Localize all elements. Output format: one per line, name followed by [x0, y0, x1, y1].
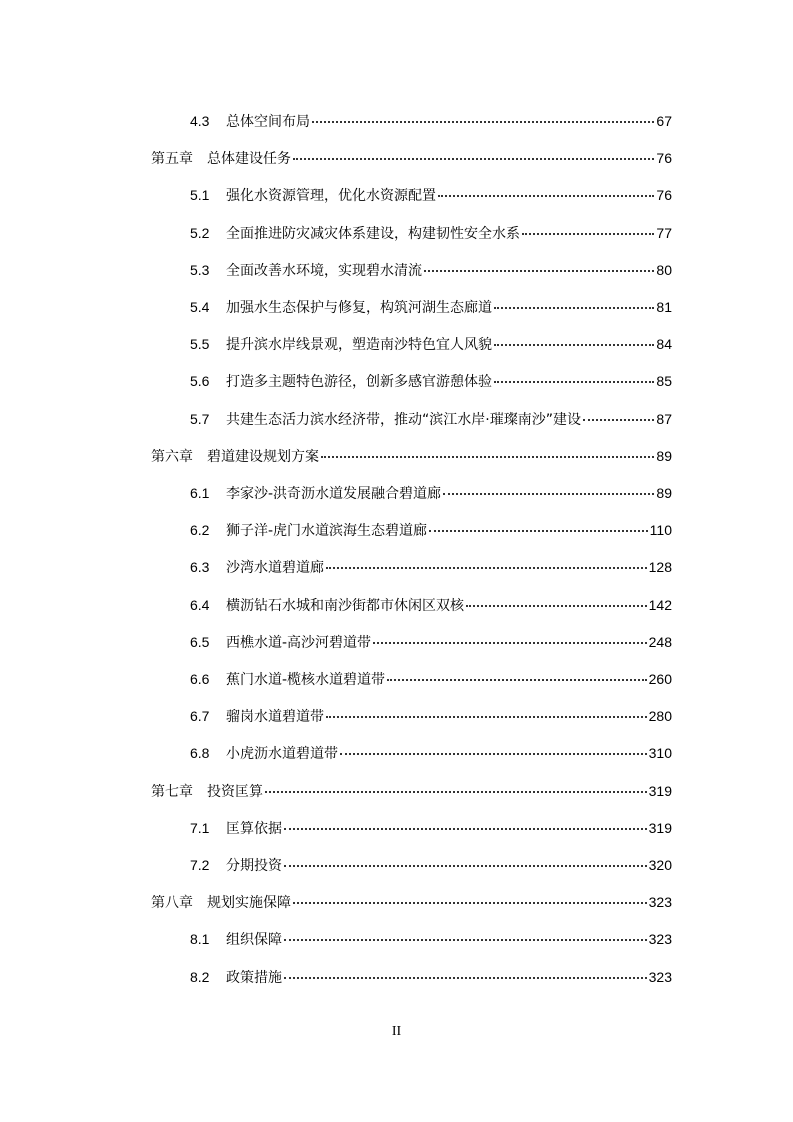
- toc-dot-leader: [424, 270, 654, 272]
- toc-dot-leader: [321, 456, 654, 458]
- toc-entry-page: 89: [656, 485, 672, 501]
- toc-dot-leader: [429, 530, 648, 532]
- toc-entry-page: 89: [656, 447, 672, 464]
- toc-entry-title: 加强水生态保护与修复，构筑河湖生态廊道: [226, 300, 492, 316]
- toc-chapter-entry[interactable]: [151, 446, 672, 467]
- toc-entry-page: 319: [648, 819, 672, 836]
- toc-entry-title: 共建生态活力滨水经济带，推动“滨江水岸·璀璨南沙”建设: [226, 411, 581, 428]
- toc-dot-leader: [293, 902, 647, 904]
- toc-entry-number: 第五章: [151, 151, 193, 168]
- toc-dot-leader: [340, 753, 647, 755]
- toc-entry-title: 强化水资源管理，优化水资源配置: [226, 188, 436, 205]
- toc-section-entry[interactable]: [190, 967, 672, 988]
- toc-dot-leader: [293, 158, 654, 160]
- toc-entry-page: 323: [648, 968, 672, 985]
- toc-entry-title: 西樵水道-高沙河碧道带: [226, 634, 372, 651]
- toc-entry-number: 5.7: [190, 410, 210, 427]
- toc-entry-title: 提升滨水岸线景观，塑造南沙特色宜人风貌: [226, 337, 492, 354]
- toc-entry-title: 总体空间布局: [226, 114, 310, 130]
- toc-entry-number: 6.3: [190, 559, 210, 576]
- toc-dot-leader: [326, 567, 647, 569]
- toc-entry-number: 第六章: [151, 448, 193, 465]
- toc-entry-number: 5.3: [190, 261, 210, 278]
- toc-entry-page: 85: [656, 373, 672, 390]
- toc-entry-number: 6.1: [190, 485, 210, 501]
- toc-section-entry[interactable]: [190, 557, 672, 578]
- toc-dot-leader: [312, 121, 654, 123]
- toc-section-entry[interactable]: [190, 223, 672, 244]
- toc-entry-page: 142: [648, 596, 672, 613]
- toc-section-entry[interactable]: [190, 595, 672, 616]
- toc-entry-number: 7.1: [190, 819, 210, 836]
- toc-entry-title: 组织保障: [226, 932, 282, 949]
- toc-entry-page: 87: [656, 410, 672, 427]
- toc-entry-page: 323: [648, 894, 672, 911]
- toc-dot-leader: [443, 493, 654, 495]
- toc-entry-title: 打造多主题特色游径，创新多感官游憩体验: [226, 374, 492, 391]
- toc-entry-title: 总体建设任务: [207, 151, 291, 168]
- toc-entry-title: 蕉门水道-榄核水道碧道带: [226, 672, 386, 688]
- toc-entry-page: 67: [656, 113, 672, 129]
- toc-entry-page: 128: [648, 559, 672, 576]
- toc-section-entry[interactable]: [190, 929, 672, 950]
- toc-entry-page: 76: [656, 187, 672, 204]
- toc-chapter-entry[interactable]: [151, 781, 672, 802]
- toc-entry-page: 280: [648, 708, 672, 725]
- toc-entry-number: 6.7: [190, 708, 210, 725]
- toc-entry-page: 77: [656, 224, 672, 241]
- toc-dot-leader: [284, 828, 647, 830]
- toc-entry-number: 6.5: [190, 633, 210, 650]
- toc-entry-title: 骝岗水道碧道带: [226, 709, 324, 726]
- toc-section-entry[interactable]: [190, 669, 672, 690]
- toc-entry-title: 政策措施: [226, 969, 282, 986]
- toc-entry-page: 110: [649, 522, 672, 539]
- toc-entry-number: 8.1: [190, 931, 210, 948]
- toc-entry-number: 第八章: [151, 895, 193, 912]
- toc-entry-page: 319: [648, 782, 672, 799]
- toc-entry-page: 76: [656, 150, 672, 167]
- toc-entry-page: 310: [648, 745, 672, 762]
- toc-entry-page: 248: [648, 633, 672, 650]
- toc-entry-title: 分期投资: [226, 858, 282, 874]
- toc-entry-title: 碧道建设规划方案: [207, 448, 319, 465]
- toc-entry-page: 260: [648, 671, 672, 687]
- toc-entry-number: 5.6: [190, 373, 210, 390]
- toc-entry-number: 5.2: [190, 224, 210, 241]
- toc-dot-leader: [387, 679, 647, 681]
- toc-section-entry[interactable]: [190, 297, 672, 318]
- toc-entry-title: 横沥钻石水城和南沙街都市休闲区双核: [226, 597, 464, 614]
- toc-section-entry[interactable]: [190, 371, 672, 392]
- toc-dot-leader: [265, 791, 647, 793]
- toc-entry-title: 沙湾水道碧道廊: [226, 560, 324, 577]
- toc-section-entry[interactable]: [190, 632, 672, 653]
- toc-entry-page: 323: [648, 931, 672, 948]
- toc-section-entry[interactable]: [190, 409, 672, 430]
- toc-dot-leader: [284, 939, 647, 941]
- toc-dot-leader: [494, 307, 654, 309]
- toc-section-entry[interactable]: [190, 855, 672, 876]
- toc-entry-page: 80: [656, 261, 672, 278]
- toc-entry-number: 5.1: [190, 187, 210, 204]
- toc-section-entry[interactable]: [190, 334, 672, 355]
- toc-entry-number: 4.3: [190, 113, 210, 129]
- toc-entry-number: 6.6: [190, 671, 210, 687]
- toc-entry-number: 6.4: [190, 596, 210, 613]
- toc-entry-number: 第七章: [151, 783, 193, 800]
- toc-dot-leader: [522, 233, 654, 235]
- toc-entry-title: 狮子洋-虎门水道滨海生态碧道廊: [226, 523, 428, 540]
- toc-entry-title: 李家沙-洪奇沥水道发展融合碧道廊: [226, 486, 442, 502]
- toc-dot-leader: [284, 977, 647, 979]
- toc-entry-title: 全面推进防灾减灾体系建设，构建韧性安全水系: [226, 225, 520, 242]
- toc-entry-number: 8.2: [190, 968, 210, 985]
- toc-entry-title: 匡算依据: [226, 820, 282, 837]
- toc-section-entry[interactable]: [190, 260, 672, 281]
- toc-section-entry[interactable]: [190, 111, 672, 132]
- toc-entry-title: 全面改善水环境，实现碧水清流: [226, 262, 422, 279]
- toc-section-entry[interactable]: [190, 743, 672, 764]
- toc-section-entry[interactable]: [190, 483, 672, 504]
- toc-entry-title: 投资匡算: [207, 783, 263, 800]
- toc-section-entry[interactable]: [190, 818, 672, 839]
- toc-dot-leader: [373, 642, 647, 644]
- toc-chapter-entry[interactable]: [151, 892, 672, 913]
- toc-section-entry[interactable]: [190, 520, 672, 541]
- toc-entry-title: 规划实施保障: [207, 895, 291, 912]
- toc-entry-number: 6.8: [190, 745, 210, 762]
- toc-dot-leader: [494, 381, 654, 383]
- toc-dot-leader: [466, 605, 647, 607]
- toc-dot-leader: [326, 716, 647, 718]
- toc-entry-number: 7.2: [190, 857, 210, 873]
- toc-entry-title: 小虎沥水道碧道带: [226, 746, 338, 763]
- toc-entry-page: 84: [656, 336, 672, 353]
- toc-section-entry[interactable]: [190, 185, 672, 206]
- toc-dot-leader: [438, 195, 654, 197]
- toc-entry-number: 5.4: [190, 299, 210, 315]
- toc-dot-leader: [583, 419, 654, 421]
- page-number: II: [391, 1024, 402, 1039]
- toc-entry-number: 5.5: [190, 336, 210, 353]
- toc-entry-page: 320: [648, 857, 672, 873]
- toc-entry-number: 6.2: [190, 522, 210, 539]
- toc-chapter-entry[interactable]: [151, 148, 672, 169]
- toc-dot-leader: [284, 865, 647, 867]
- toc-dot-leader: [494, 344, 654, 346]
- toc-entry-page: 81: [656, 299, 672, 315]
- toc-section-entry[interactable]: [190, 706, 672, 727]
